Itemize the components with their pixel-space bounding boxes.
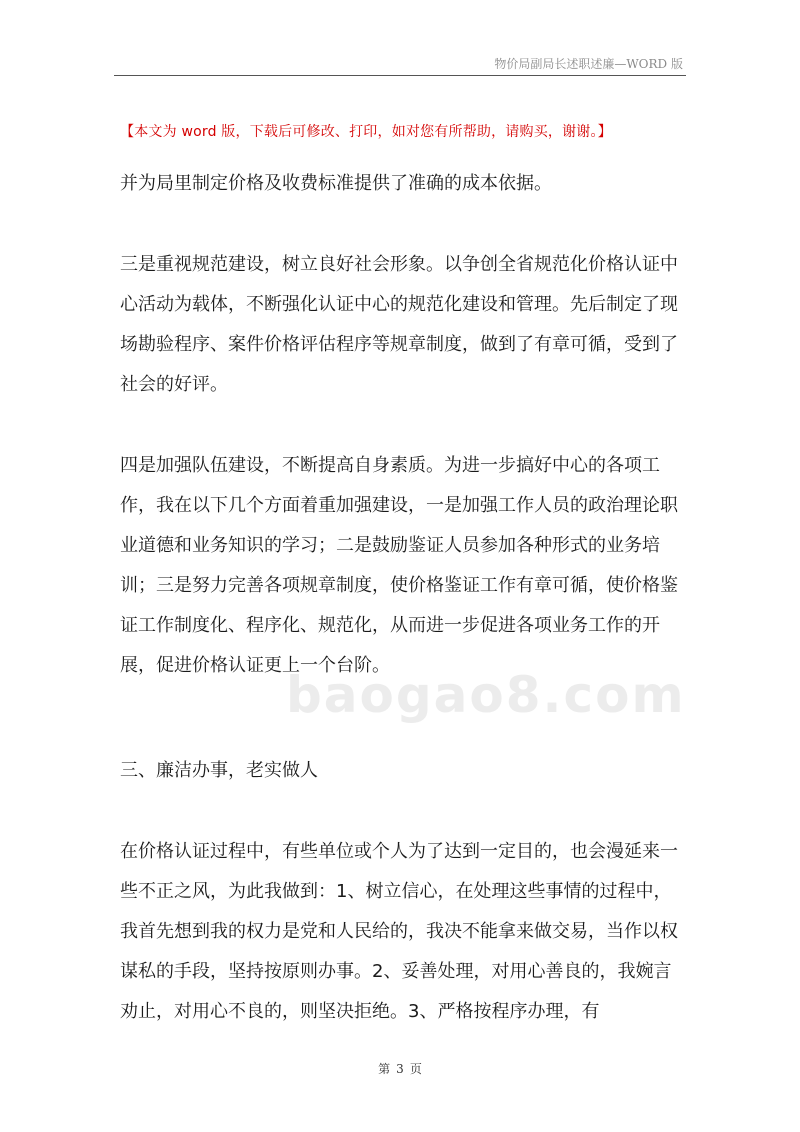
document-header-title: 物价局副局长述职述廉—WORD 版 [494,57,683,71]
paragraph-1: 并为局里制定价格及收费标准提供了准确的成本依据。 [120,173,552,194]
footer-suffix: 页 [409,1062,422,1076]
paragraph-3: 四是加强队伍建设，不断提高自身素质。为进一步搞好中心的各项工作，我在以下几个方面着重加强建设，一是加强工作人员的政治理论职业道德和业务知识的学习；二是鼓励鉴证人员参加各种形式的业务培训；三是努力完善各项规章制度，使价格鉴证工作有章可循，使价格鉴证工作制度化、程序化、规范化，从而进一步促进各项业务工作的开展，促进价格认证更上一个台阶。 [120,455,678,676]
watermark-logo: baogao8.com [286,666,686,724]
paragraph-5: 在价格认证过程中，有些单位或个人为了达到一定目的，也会漫延来一些不正之风，为此我做到：1、树立信心，在处理这些事情的过程中，我首先想到我的权力是党和人民给的，我决不能拿来做交易，当作以权谋私的手段，坚持按原则办事。2、妥善处理，对用心善良的，我婉言劝止，对用心不良的，则坚决拒绝。3、严格按程序办理，有 [120,841,678,1022]
download-notice: 【本文为 word 版，下载后可修改、打印，如对您有所帮助，请购买，谢谢。】 [120,124,612,140]
paragraph-2: 三是重视规范建设，树立良好社会形象。以争创全省规范化价格认证中心活动为载体，不断强化认证中心的规范化建设和管理。先后制定了现场勘验程序、案件价格评估程序等规章制度，做到了有章可循，受到了社会的好评。 [120,254,678,395]
section-heading: 三、廉洁办事，老实做人 [120,760,318,781]
header-divider [114,75,686,76]
page-number: 3 [396,1062,404,1076]
footer-prefix: 第 [378,1062,391,1076]
page-footer [0,1060,800,1077]
